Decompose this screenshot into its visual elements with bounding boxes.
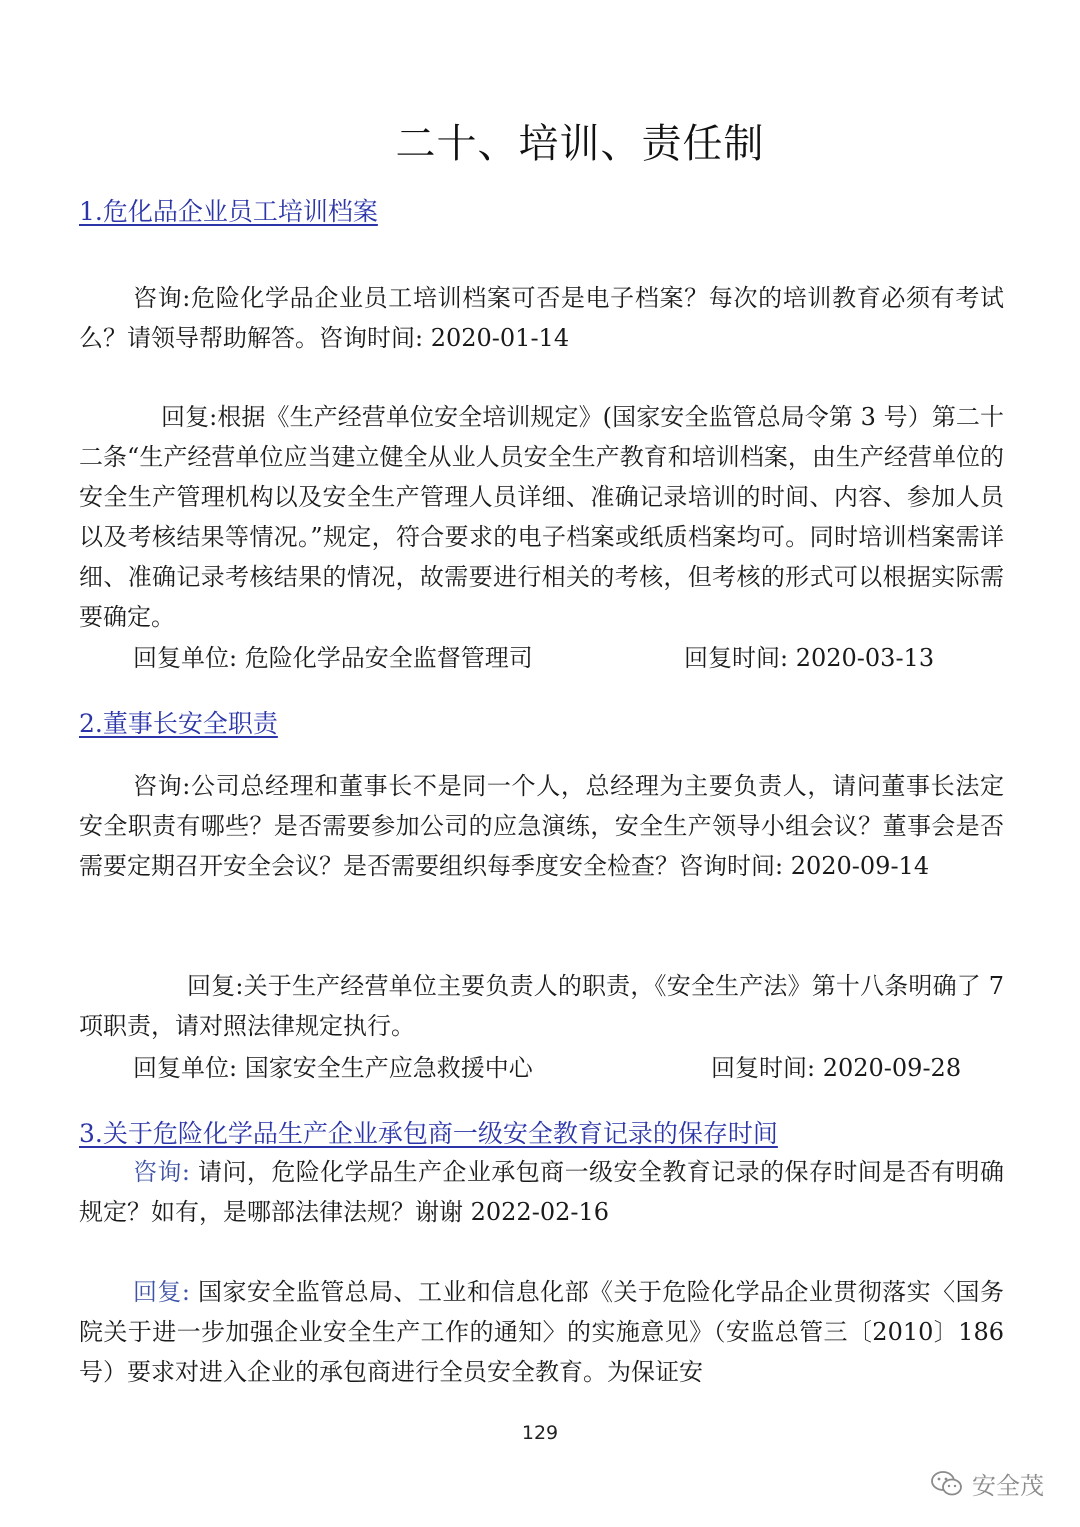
section-1-reply-unit: 回复单位: 危险化学品安全监督管理司 <box>133 644 533 672</box>
section-2-consult: 咨询:公司总经理和董事长不是同一个人，总经理为主要负责人，请问董事长法定安全职责有哪些？是否需要参加公司的应急演练，安全生产领导小组会议？董事会是否需要定期召开安全会议？是否需要组织每季度安全检查？咨询时间: 2020-09-14 <box>79 772 1004 880</box>
consult-label: 咨询: <box>133 1158 190 1186</box>
wechat-icon <box>930 1470 964 1498</box>
watermark <box>930 1466 1044 1501</box>
reply-label: 回复: <box>133 1278 190 1306</box>
section-1-reply: 回复:根据《生产经营单位安全培训规定》(国家安全监管总局令第 3 号）第二十二条“生产经营单位应当建立健全从业人员安全生产教育和培训档案，由生产经营单位的安全生产管理机构以及安全生产管理人员详细、准确记录培训的时间、内容、参加人员以及考核结果等情况。”规定，符合要求的电子档案或纸质档案均可。同时培训档案需详细、准确记录考核结果的情况，故需要进行相关的考核，但考核的形式可以根据实际需要确定。 <box>79 403 1004 631</box>
section-3-heading[interactable]: 3.关于危险化学品生产企业承包商一级安全教育记录的保存时间 <box>79 1119 778 1148</box>
watermark-text: 安全茂 <box>972 1472 1044 1500</box>
page-number: 129 <box>521 1422 559 1444</box>
section-2-reply: 回复:关于生产经营单位主要负责人的职责，《安全生产法》第十八条明确了 7 项职责，请对照法律规定执行。 <box>79 972 1004 1040</box>
section-1-heading[interactable]: 1.危化品企业员工培训档案 <box>79 197 378 226</box>
consult-text: 请问，危险化学品生产企业承包商一级安全教育记录的保存时间是否有明确规定？如有，是哪部法律法规？谢谢 2022-02-16 <box>79 1158 1004 1226</box>
reply-text: 国家安全监管总局、工业和信息化部《关于危险化学品企业贯彻落实〈国务院关于进一步加强企业安全生产工作的通知〉的实施意见》（安监总管三〔2010〕186 号）要求对进入企业的承包商进行全员安全教育。为保证安 <box>79 1278 1004 1386</box>
section-2-reply-time: 回复时间: 2020-09-28 <box>711 1054 962 1082</box>
section-2-heading[interactable]: 2.董事长安全职责 <box>79 709 278 738</box>
section-3-consult <box>79 1152 1004 1232</box>
section-1-reply-time: 回复时间: 2020-03-13 <box>684 644 935 672</box>
page-title: 二十、培训、责任制 <box>395 121 765 167</box>
section-3-reply <box>79 1272 1004 1392</box>
section-1-consult: 咨询:危险化学品企业员工培训档案可否是电子档案？每次的培训教育必须有考试么？请领导帮助解答。咨询时间: 2020-01-14 <box>79 284 1004 352</box>
section-2-reply-unit: 回复单位: 国家安全生产应急救援中心 <box>133 1054 533 1082</box>
